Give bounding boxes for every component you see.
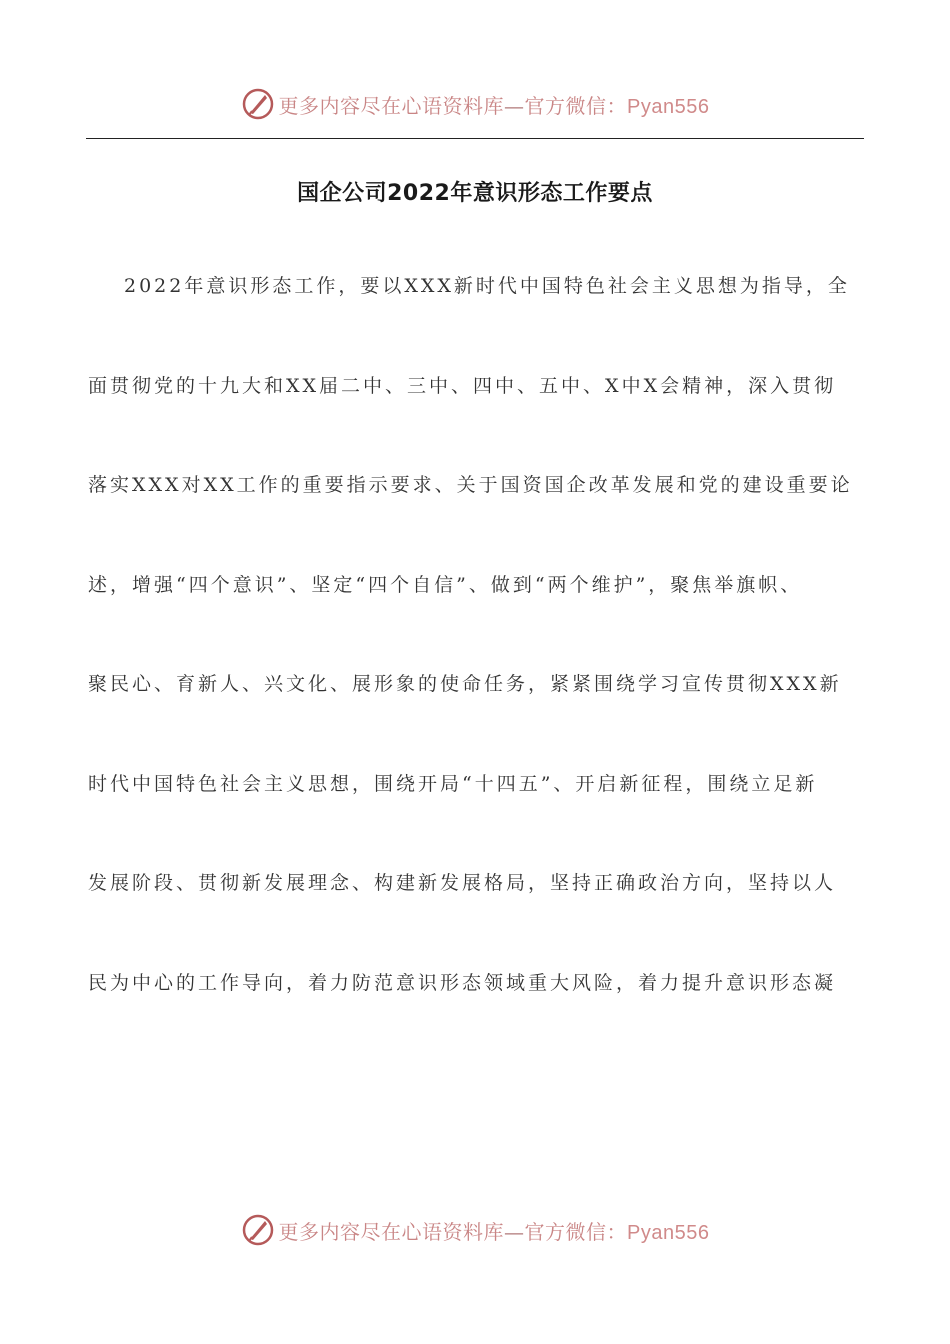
paragraph-line: 发展阶段、贯彻新发展理念、构建新发展格局，坚持正确政治方向，坚持以人 [88,872,837,894]
paragraph-line: 2022年意识形态工作，要以XXX新时代中国特色社会主义思想为指导，全 [124,275,850,297]
header-banner [0,84,950,124]
paragraph-line: 时代中国特色社会主义思想，围绕开局“十四五”、开启新征程，围绕立足新 [88,772,818,795]
paragraph-line: 聚民心、育新人、兴文化、展形象的使命任务，紧紧围绕学习宣传贯彻XXX新 [88,673,842,695]
paragraph-line: 述，增强“四个意识”、坚定“四个自信”、做到“两个维护”，聚焦举旗帜、 [88,573,803,596]
document-title: 国企公司2022年意识形态工作要点 [297,181,653,206]
document-body [88,264,868,1060]
header-divider [86,138,864,139]
paragraph-line: 落实XXX对XX工作的重要指示要求、关于国资国企改革发展和党的建设重要论 [88,474,853,496]
quill-logo-icon [241,87,275,121]
banner-text: 更多内容尽在心语资料库—官方微信：Pyan556 [278,1219,710,1244]
banner-text: 更多内容尽在心语资料库—官方微信：Pyan556 [278,93,710,118]
paragraph-line: 面贯彻党的十九大和XX届二中、三中、四中、五中、X中X会精神，深入贯彻 [88,374,837,397]
quill-logo-icon [241,1213,275,1247]
footer-banner [0,1210,950,1250]
paragraph-line: 民为中心的工作导向，着力防范意识形态领域重大风险，着力提升意识形态凝 [88,971,837,994]
